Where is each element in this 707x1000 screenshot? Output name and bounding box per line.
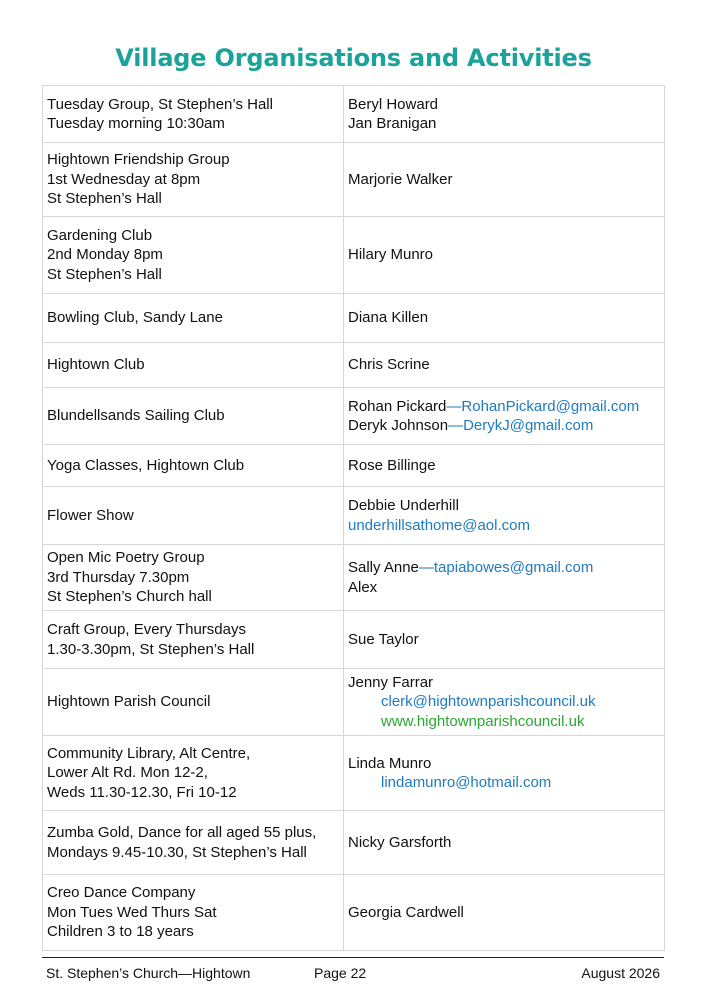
table-row [43, 545, 665, 611]
page-title: Village Organisations and Activities [115, 44, 592, 72]
organisation-cell [43, 736, 344, 811]
table-row [43, 875, 665, 951]
organisation-line: Tuesday Group, St Stephen’s Hall [47, 95, 273, 113]
organisation-cell [43, 445, 344, 487]
contact-cell [344, 611, 665, 669]
contact-name: Debbie Underhill [348, 497, 459, 514]
contact-detail-line [348, 692, 660, 712]
organisation-line: Flower Show [47, 506, 134, 524]
footer-date: August 2026 [581, 965, 660, 981]
contact-name: Jan Branigan [348, 115, 437, 132]
contact-email-link[interactable]: —DerykJ@gmail.com [448, 417, 594, 434]
table-row [43, 343, 665, 388]
contact-email-link[interactable]: —RohanPickard@gmail.com [446, 397, 640, 415]
organisation-line: Blundellsands Sailing Club [47, 407, 225, 425]
organisation-line: St Stephen’s Hall [47, 190, 162, 208]
organisation-line: Craft Group, Every Thursdays [47, 621, 246, 638]
contact-cell [344, 545, 665, 611]
organisation-line: Lower Alt Rd. Mon 12-2, [47, 764, 208, 782]
contact-cell [344, 669, 665, 736]
contact-name: Alex [348, 578, 378, 596]
contact-name: Linda Munro [348, 754, 432, 772]
contact-name: Marjorie Walker [348, 170, 453, 188]
contact-name: Georgia Cardwell [348, 903, 464, 921]
contact-detail-line [348, 773, 660, 793]
contact-cell [344, 811, 665, 875]
organisation-cell [43, 811, 344, 875]
organisation-line: 1.30-3.30pm, St Stephen’s Hall [47, 640, 255, 658]
organisation-line: Creo Dance Company [47, 884, 196, 902]
contact-email-link[interactable]: clerk@hightownparishcouncil.uk [381, 693, 596, 711]
contact-name: Diana Killen [348, 309, 429, 327]
contact-cell [344, 143, 665, 217]
contact-cell [344, 445, 665, 487]
organisation-cell [43, 86, 344, 143]
organisation-line: St Stephen’s Church hall [47, 588, 212, 606]
contact-name: Rose Billinge [348, 456, 436, 474]
organisation-line: Open Mic Poetry Group [47, 549, 205, 567]
organisation-line: Tuesday morning 10:30am [47, 115, 225, 132]
contact-detail-line [348, 712, 660, 732]
organisation-cell [43, 143, 344, 217]
contact-cell [344, 343, 665, 388]
contact-cell [344, 294, 665, 343]
footer-page-number: Page 22 [314, 965, 367, 981]
organisation-cell [43, 611, 344, 669]
organisation-cell [43, 545, 344, 611]
organisation-line: 3rd Thursday 7.30pm [47, 568, 190, 586]
table-row [43, 487, 665, 545]
contact-cell [344, 736, 665, 811]
table-row [43, 811, 665, 875]
contact-email-link[interactable]: lindamunro@hotmail.com [381, 774, 552, 791]
contact-name: Chris Scrine [348, 356, 430, 374]
organisation-cell [43, 875, 344, 951]
table-row [43, 86, 665, 143]
contact-name: Hilary Munro [348, 246, 434, 264]
contact-cell [344, 388, 665, 445]
contact-name: Sue Taylor [348, 630, 419, 648]
contact-email-link[interactable]: —tapiabowes@gmail.com [418, 559, 594, 576]
organisation-cell [43, 343, 344, 388]
contact-name: Jenny Farrar [348, 673, 434, 691]
organisation-line: Bowling Club, Sandy Lane [47, 309, 223, 327]
organisation-line: Gardening Club [47, 226, 153, 244]
contact-cell [344, 875, 665, 951]
contact-name: Deryk Johnson [348, 417, 449, 434]
contact-name: Rohan Pickard [348, 397, 447, 415]
organisation-line: Children 3 to 18 years [47, 923, 194, 941]
table-row [43, 736, 665, 811]
organisation-line: 1st Wednesday at 8pm [47, 170, 201, 188]
footer-divider [42, 957, 664, 958]
table-row [43, 143, 665, 217]
website-link[interactable]: www.hightownparishcouncil.uk [381, 712, 585, 730]
organisation-line: Community Library, Alt Centre, [47, 744, 251, 762]
organisation-line: 2nd Monday 8pm [47, 246, 163, 264]
organisations-table [42, 85, 665, 951]
contact-name: Beryl Howard [348, 95, 439, 113]
table-row [43, 445, 665, 487]
organisation-cell [43, 388, 344, 445]
organisation-line: Hightown Club [47, 356, 145, 374]
table-row [43, 611, 665, 669]
table-row [43, 669, 665, 736]
contact-name: Nicky Garsforth [348, 833, 452, 851]
table-row [43, 388, 665, 445]
contact-cell [344, 217, 665, 294]
organisation-line: Mondays 9.45-10.30, St Stephen’s Hall [47, 843, 307, 861]
organisation-cell [43, 487, 344, 545]
organisation-cell [43, 217, 344, 294]
table-row [43, 294, 665, 343]
organisation-line: Mon Tues Wed Thurs Sat [47, 903, 217, 921]
organisation-line: Hightown Friendship Group [47, 151, 230, 169]
organisation-line: St Stephen’s Hall [47, 265, 162, 283]
organisation-cell [43, 669, 344, 736]
contact-cell [344, 487, 665, 545]
organisation-line: Zumba Gold, Dance for all aged 55 plus, [47, 824, 317, 841]
organisation-line: Weds 11.30-12.30, Fri 10-12 [47, 783, 237, 801]
organisation-line: Yoga Classes, Hightown Club [47, 456, 245, 474]
contact-cell [344, 86, 665, 143]
organisation-line: Hightown Parish Council [47, 693, 211, 711]
footer-church-name: St. Stephen’s Church—Hightown [46, 965, 251, 981]
contact-name: Sally Anne [348, 559, 419, 576]
contact-email-link[interactable]: underhillsathome@aol.com [348, 516, 530, 534]
organisations-table-body [43, 86, 665, 951]
table-row [43, 217, 665, 294]
organisation-cell [43, 294, 344, 343]
